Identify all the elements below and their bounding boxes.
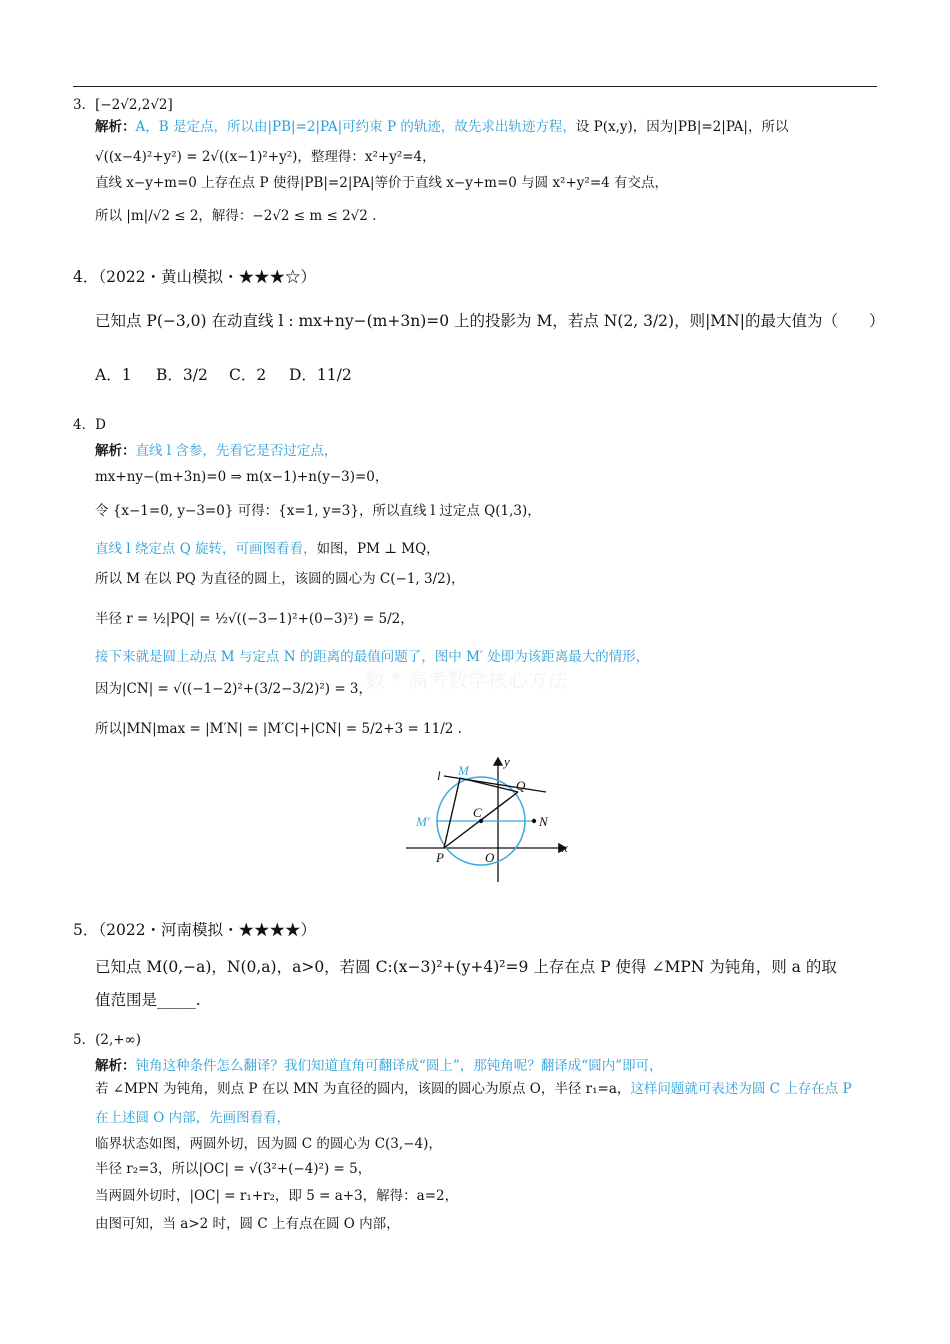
q4-header: 4．（2022・黄山模拟・★★★☆） [73, 268, 317, 286]
q5-solution-line-0 [95, 1057, 663, 1075]
q4-solution-line-3 [95, 540, 440, 558]
q5-line-1-text: 若 ∠MPN 为钝角，则点 P 在以 MN 为直径的圆内，该圆的圆心为原点 O，半径 r₁=a， [95, 1081, 631, 1097]
q5-hint-1: 钝角这种条件怎么翻译？我们知道直角可翻译成“圆上”，那钝角呢？翻译成“圆内”即可， [135, 1058, 663, 1074]
q4-jiexi-label: 解析： [95, 443, 136, 459]
q5-jiexi-label: 解析： [95, 1058, 136, 1074]
q4-stem: 已知点 P(−3,0) 在动直线 l : mx+ny−(m+3n)=0 上的投影为 M，若点 N(2, 3/2)，则|MN|的最大值为（ ） [95, 312, 885, 330]
q5-solution-line-2: 临界状态如图，两圆外切，因为圆 C 的圆心为 C(3,−4)， [95, 1136, 442, 1152]
q5-solution-line-1 [95, 1080, 852, 1098]
q4-line-3-tail: 如图，PM ⊥ MQ， [316, 541, 440, 557]
q3-jiexi-label: 解析： [95, 119, 136, 135]
label-c: C [473, 805, 482, 820]
q4-solution-line-6: 因为|CN| = √((−1−2)²+(3/2−3/2)²) = 3， [95, 681, 373, 697]
label-q: Q [516, 778, 526, 793]
q3-answer: 3．[−2√2,2√2] [73, 97, 173, 113]
q3-line-1-tail: 设 P(x,y)，因为|PB|=2|PA|，所以 [575, 119, 789, 135]
watermark: 数 * 高考数学核心方法 [365, 668, 568, 692]
q4-hint-2: 直线 l 绕定点 Q 旋转，可画图看看， [95, 541, 317, 557]
q5-solution-line-3: 半径 r₂=3，所以|OC| = √(3²+(−4)²) = 5， [95, 1161, 372, 1177]
q5-answer: 5．(2,+∞) [73, 1032, 142, 1048]
q4-solution-line-5: 半径 r = ½|PQ| = ½√((−3−1)²+(0−3)²) = 5/2， [95, 611, 414, 627]
q4-answer: 4．D [73, 417, 106, 433]
q3-hint-1: A，B 是定点，所以由|PB|=2|PA|可约束 P 的轨迹，故先求出轨迹方程， [135, 119, 576, 135]
label-m: M [458, 763, 469, 778]
segment-mq [460, 778, 518, 792]
q4-figure [400, 752, 580, 887]
q5-hint-3: 在上述圆 O 内部，先画图看看， [95, 1110, 291, 1126]
q4-option-d: D．11/2 [289, 366, 352, 384]
q5-hint-2: 这样问题就可表述为圆 C 上存在点 P [630, 1081, 852, 1097]
q4-option-c: C．2 [229, 366, 267, 384]
label-y: y [504, 754, 510, 769]
label-p: P [436, 850, 444, 865]
q4-solution-line-1: mx+ny−(m+3n)=0 ⇒ m(x−1)+n(y−3)=0， [95, 469, 389, 485]
label-mprime: M′ [416, 814, 430, 829]
q4-solution-line-0 [95, 442, 337, 460]
label-o: O [485, 850, 495, 865]
q4-hint-1: 直线 l 含参，先看它是否过定点， [135, 443, 338, 459]
q5-stem-line-2: 值范围是_____. [95, 991, 201, 1009]
q4-solution-line-4: 所以 M 在以 PQ 为直径的圆上，该圆的圆心为 C(−1, 3/2)， [95, 571, 465, 587]
label-n: N [539, 814, 548, 829]
label-x: x [562, 840, 568, 855]
q3-solution-line-3: 直线 x−y+m=0 上存在点 P 使得|PB|=2|PA|等价于直线 x−y+m=0 与圆 x²+y²=4 有交点， [95, 175, 669, 191]
q3-solution-line-1 [95, 118, 788, 136]
label-l: l [437, 768, 441, 783]
q5-solution-line-5: 由图可知，当 a>2 时，圆 C 上有点在圆 O 内部， [95, 1216, 400, 1232]
q3-solution-line-4: 所以 |m|/√2 ≤ 2，解得：−2√2 ≤ m ≤ 2√2 . [95, 208, 377, 224]
q5-stem-line-1: 已知点 M(0,−a)，N(0,a)，a>0，若圆 C:(x−3)²+(y+4)²=9 上存在点 P 使得 ∠MPN 为钝角，则 a 的取 [95, 958, 837, 976]
q3-solution-line-2: √((x−4)²+y²) = 2√((x−1)²+y²)，整理得：x²+y²=4， [95, 149, 436, 165]
q4-hint-3: 接下来就是圆上动点 M 与定点 N 的距离的最值问题了，图中 M′ 处即为该距离最大的情形， [95, 649, 650, 665]
q4-option-a: A．1 [95, 366, 132, 384]
header-rule [73, 86, 877, 87]
q4-option-b: B．3/2 [156, 366, 208, 384]
q4-solution-line-2: 令 {x−1=0, y−3=0} 可得：{x=1, y=3}，所以直线 l 过定点 Q(1,3)， [95, 503, 541, 519]
q4-solution-line-7: 所以|MN|max = |M′N| = |M′C|+|CN| = 5/2+3 = 11/2 . [95, 721, 462, 737]
q5-solution-line-4: 当两圆外切时，|OC| = r₁+r₂，即 5 = a+3，解得：a=2， [95, 1188, 459, 1204]
point-n [532, 819, 536, 823]
q5-header: 5．（2022・河南模拟・★★★★） [73, 921, 317, 939]
